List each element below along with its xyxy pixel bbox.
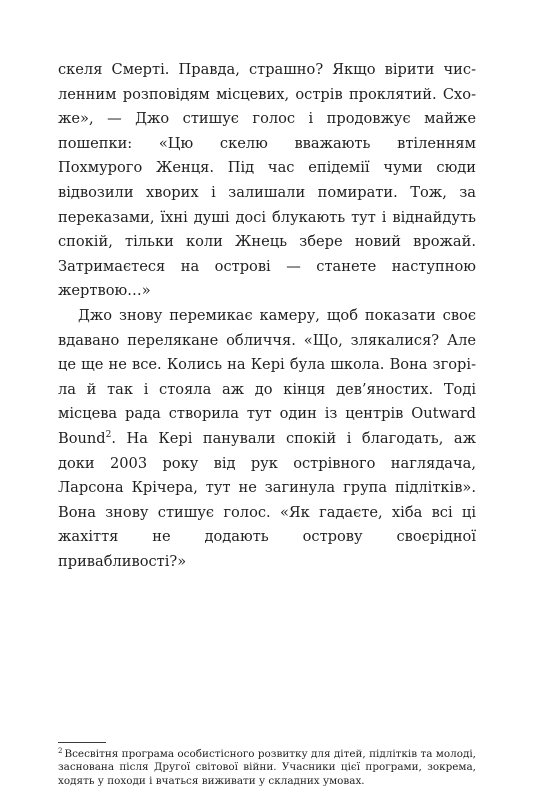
footnote-text: Всесвітня програма особистісного розвитку для дітей, підлітків та молоді, заснована після Другої світової війни. Учасники цієї програми, зокрема, ходять у походи і вчаться виживати у складних умовах. — [58, 748, 476, 787]
paragraph-2-text-start: Джо знову перемикає камеру, щоб показати своє вдавано перелякане обличчя. «Що, злякалися? Але це ще не все. Колись на Кері була школа. Вона згоріла й так і стояла аж до кінця дев’яностих. Тоді місцева рада створила тут один із центрів Outward Bound — [58, 306, 476, 447]
paragraph-2 — [58, 304, 476, 575]
footnote — [58, 748, 476, 788]
footnote-number: 2 — [58, 746, 63, 755]
footnote-divider — [58, 742, 106, 743]
paragraph-2-text-end: . На Кері панували спокій і благодать, аж доки 2003 року від рук острівного наглядача, Ларсона Крічера, тут не загинула група підлітків». Вона знову стишує голос. «Як гадаєте, хіба всі ці жахіття не додають острову своєрідної привабливості?» — [58, 429, 476, 570]
book-page — [58, 58, 476, 738]
main-text — [58, 58, 476, 574]
footnote-reference: 2 — [105, 430, 112, 441]
paragraph-1: скеля Смерті. Правда, страшно? Якщо вірити численним розповідям місцевих, острів проклятий. Схоже», — Джо стишує голос і продовжує майже пошепки: «Цю скелю вважають втіленням Похмурого Женця. Під час епідемії чуми сюди відвозили хворих і залишали помирати. Тож, за переказами, їхні душі досі блукають тут і віднайдуть спокій, тільки коли Жнець збере новий врожай. Затримаєтеся на острові — станете наступною жертвою…» — [58, 61, 476, 300]
